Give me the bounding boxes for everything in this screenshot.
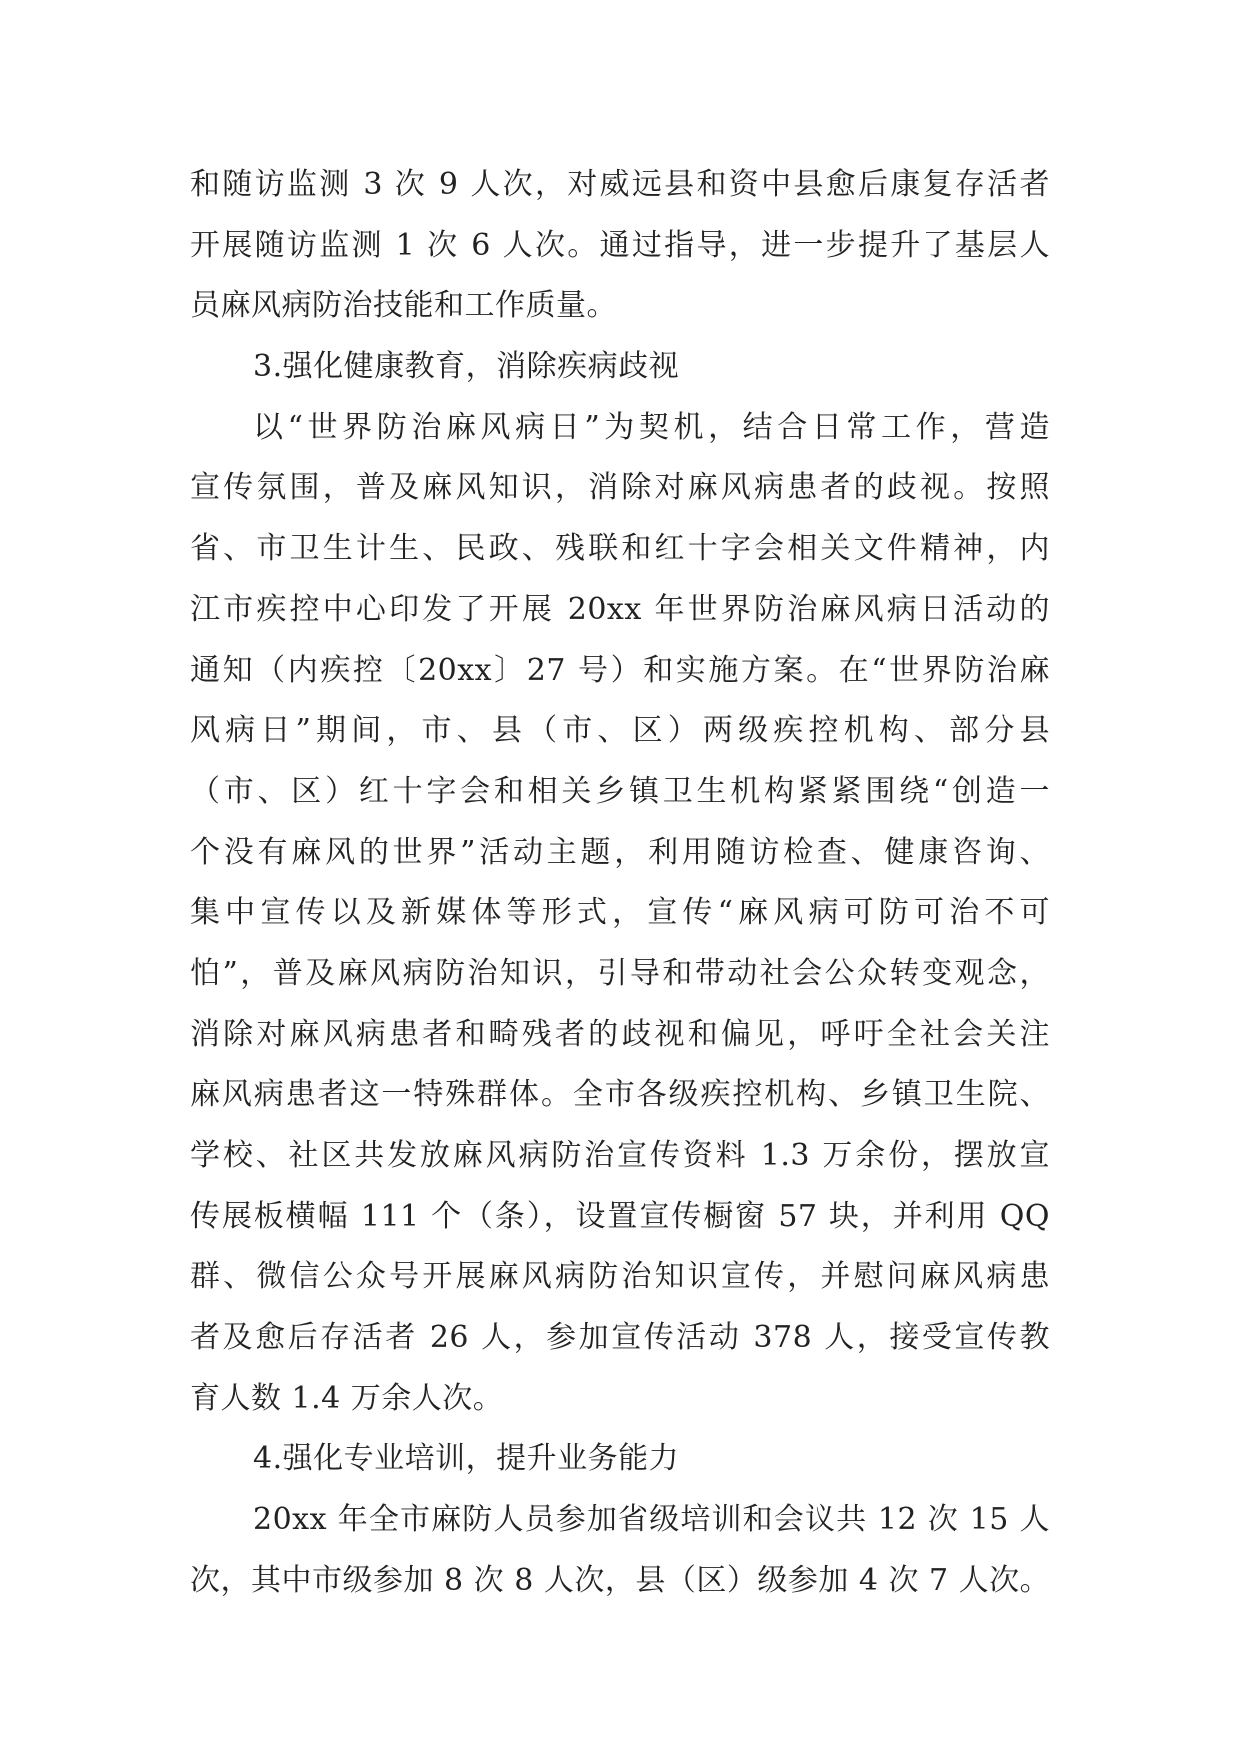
text-line: 消除对麻风病患者和畸残者的歧视和偏见，呼吁全社会关注 (190, 1016, 1050, 1052)
text-line: 员麻风病防治技能和工作质量。 (190, 288, 617, 324)
text-line: 和随访监测 3 次 9 人次，对威远县和资中县愈后康复存活者 (190, 167, 1050, 202)
text-line: 怕”，普及麻风病防治知识，引导和带动社会公众转变观念， (190, 955, 1050, 991)
section-heading: 3.强化健康教育，消除疾病歧视 (253, 349, 680, 385)
text-line: 开展随访监测 1 次 6 人次。通过指导，进一步提升了基层人 (190, 227, 1050, 263)
text-line: 宣传氛围，普及麻风知识，消除对麻风病患者的歧视。按照 (190, 470, 1050, 506)
text-line: 以“世界防治麻风病日”为契机，结合日常工作，营造 (253, 409, 1050, 445)
text-line: 传展板横幅 111 个（条），设置宣传橱窗 57 块，并利用 QQ (190, 1198, 1050, 1234)
text-line: 集中宣传以及新媒体等形式，宣传“麻风病可防可治不可 (190, 895, 1050, 931)
text-line: 麻风病患者这一特殊群体。全市各级疾控机构、乡镇卫生院、 (190, 1077, 1050, 1113)
text-line: 20xx 年全市麻防人员参加省级培训和会议共 12 次 15 人 (253, 1502, 1050, 1538)
text-line: 省、市卫生计生、民政、残联和红十字会相关文件精神，内 (190, 531, 1050, 567)
text-line: 次，其中市级参加 8 次 8 人次，县（区）级参加 4 次 7 人次。 (190, 1562, 1051, 1598)
text-line: 通知（内疾控〔20xx〕27 号）和实施方案。在“世界防治麻 (190, 652, 1050, 688)
section-heading: 4.强化专业培训，提升业务能力 (253, 1441, 680, 1477)
text-line: 江市疾控中心印发了开展 20xx 年世界防治麻风病日活动的 (190, 591, 1050, 627)
text-line: 学校、社区共发放麻风病防治宣传资料 1.3 万余份，摆放宣 (190, 1138, 1050, 1173)
text-line: （市、区）红十字会和相关乡镇卫生机构紧紧围绕“创造一 (190, 773, 1050, 809)
document-page (190, 155, 1050, 1612)
text-line: 风病日”期间，市、县（市、区）两级疾控机构、部分县 (190, 713, 1050, 749)
text-line: 个没有麻风的世界”活动主题，利用随访检查、健康咨询、 (190, 834, 1050, 870)
text-line: 者及愈后存活者 26 人，参加宣传活动 378 人，接受宣传教 (190, 1320, 1050, 1356)
text-line: 育人数 1.4 万余人次。 (190, 1380, 504, 1416)
text-line: 群、微信公众号开展麻风病防治知识宣传，并慰问麻风病患 (190, 1259, 1050, 1295)
